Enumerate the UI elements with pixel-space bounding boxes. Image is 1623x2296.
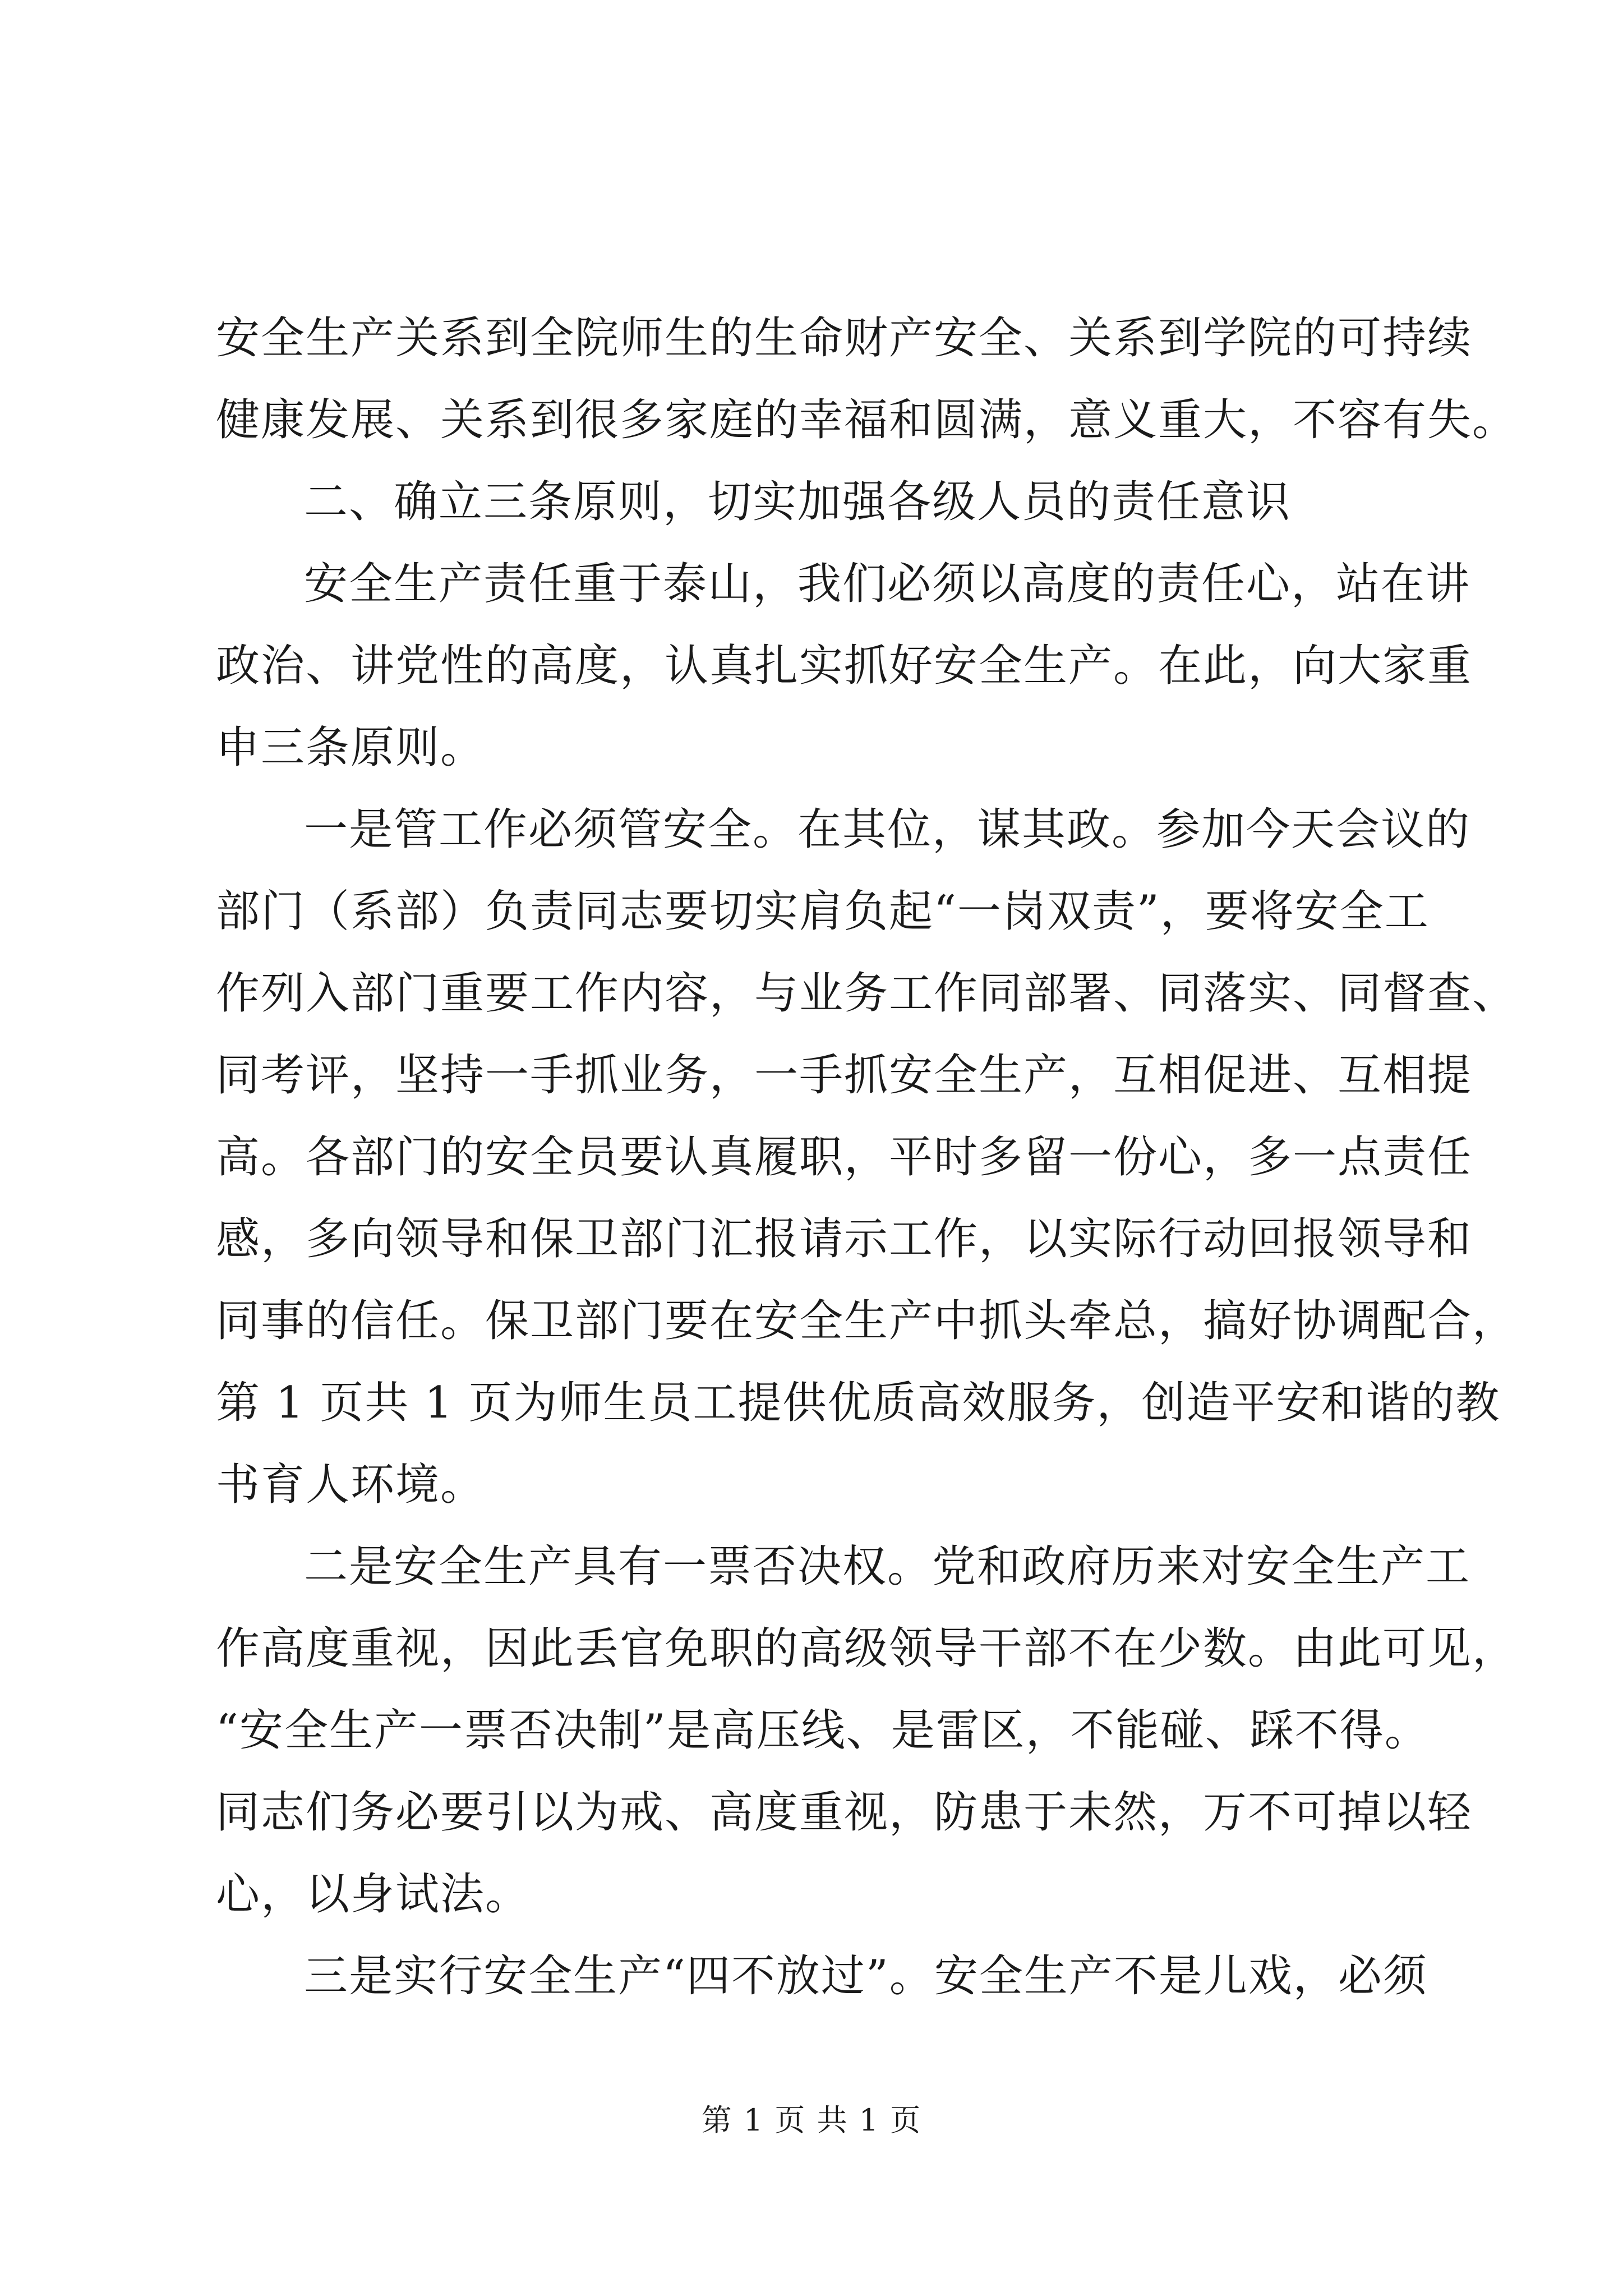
paragraph-line: 心，以身试法。 [216, 1869, 531, 1920]
paragraph-line: 作高度重视，因此丢官免职的高级领导干部不在少数。由此可见， [216, 1623, 1518, 1674]
paragraph-line: 部门（系部）负责同志要切实肩负起“一岗双责”，要将安全工 [216, 886, 1430, 937]
paragraph-line: 感，多向领导和保卫部门汇报请示工作，以实际行动回报领导和 [216, 1214, 1473, 1264]
paragraph-line: 二是安全生产具有一票否决权。党和政府历来对安全生产工 [304, 1542, 1471, 1592]
paragraph-line: 作列入部门重要工作内容，与业务工作同部署、同落实、同督查、 [216, 968, 1518, 1019]
paragraph-line: 同志们务必要引以为戒、高度重视，防患于未然，万不可掉以轻 [216, 1787, 1473, 1838]
paragraph-line: 申三条原则。 [216, 723, 486, 773]
paragraph-line: 书育人环境。 [216, 1460, 486, 1510]
document-body [216, 297, 1518, 2017]
page-footer: 第 1 页 共 1 页 [701, 2102, 922, 2138]
paragraph-line: 安全生产责任重于泰山，我们必须以高度的责任心，站在讲 [304, 559, 1471, 609]
paragraph-line: 同事的信任。保卫部门要在安全生产中抓头牵总，搞好协调配合， [216, 1296, 1518, 1346]
paragraph-line: 三是实行安全生产“四不放过”。安全生产不是儿戏，必须 [304, 1951, 1428, 2001]
paragraph-line: 高。各部门的安全员要认真履职，平时多留一份心，多一点责任 [216, 1132, 1473, 1182]
paragraph-line: 安全生产关系到全院师生的生命财产安全、关系到学院的可持续 [216, 313, 1473, 364]
section-heading: 二、确立三条原则，切实加强各级人员的责任意识 [304, 477, 1292, 527]
paragraph-line: “安全生产一票否决制”是高压线、是雷区，不能碰、踩不得。 [216, 1705, 1430, 1756]
paragraph-line: 第 1 页共 1 页为师生员工提供优质高效服务，创造平安和谐的教 [216, 1378, 1501, 1428]
paragraph-line: 健康发展、关系到很多家庭的幸福和圆满，意义重大，不容有失。 [216, 395, 1518, 445]
paragraph-line: 同考评，坚持一手抓业务，一手抓安全生产，互相促进、互相提 [216, 1050, 1473, 1101]
paragraph-line: 一是管工作必须管安全。在其位，谋其政。参加今天会议的 [304, 804, 1471, 855]
paragraph-line: 政治、讲党性的高度，认真扎实抓好安全生产。在此，向大家重 [216, 641, 1473, 691]
